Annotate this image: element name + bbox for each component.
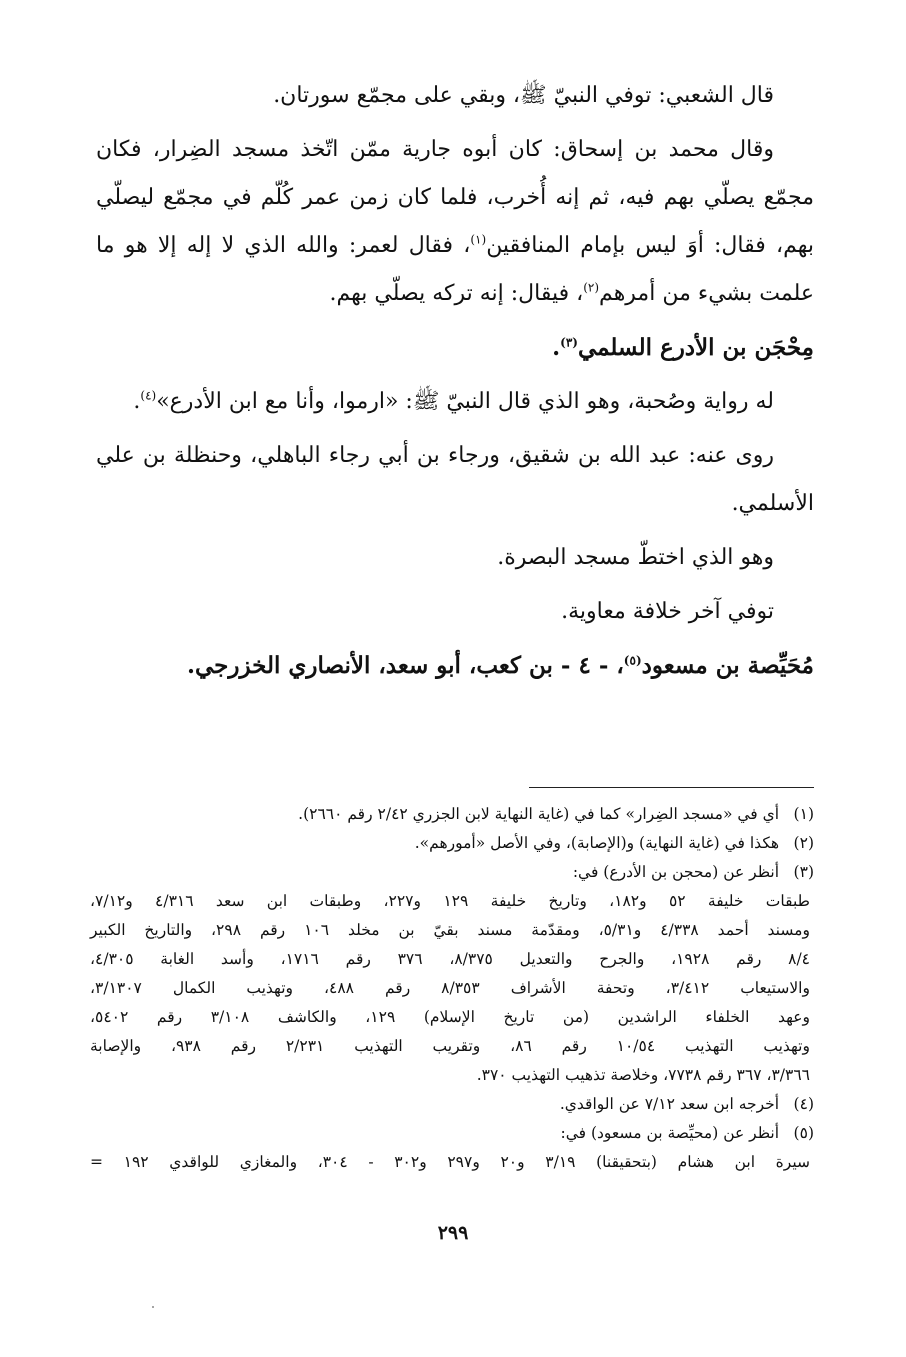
paragraph-riwaya: له رواية وصُحبة، وهو الذي قال النبيّ ﷺ: «ارموا، وأنا مع ابن الأدرع»$^{(٤)}$.	[133, 388, 774, 414]
footnote-ref-2[interactable]: (٢)	[583, 280, 600, 295]
footnote-4	[90, 1090, 814, 1119]
footnote-number: (٤)	[793, 1095, 814, 1113]
paper-speck	[152, 1306, 154, 1308]
main-text	[96, 72, 814, 696]
footnote-text: أنظر عن (محجن بن الأدرع) في:	[572, 863, 780, 881]
footnote-number: (١)	[793, 805, 814, 823]
footnote-text: أي في «مسجد الضِرار» كما في (غاية النهاية لابن الجزري ٢/٤٢ رقم ٢٦٦٠).	[298, 805, 780, 823]
footnote-3-line: طبقات خليفة ٥٢ و١٨٢، وتاريخ خليفة ١٢٩ و٢٢٧، وطبقات ابن سعد ٤/٣١٦ و٧/١٢،	[90, 892, 810, 910]
footnote-number: (٣)	[793, 863, 814, 881]
footnote-text: أخرجه ابن سعد ٧/١٢ عن الواقدي.	[559, 1095, 780, 1113]
paragraph-shaabi: قال الشعبي: توفي النبيّ ﷺ، وبقي على مجمّع سورتان.	[273, 83, 774, 108]
footnote-ref-4[interactable]: (٤)	[140, 388, 157, 403]
heading-muhayyisa: مُحَيِّصة بن مسعود$^{(٥)}$، - ٤ - بن كعب، أبو سعد، الأنصاري الخزرجي.	[186, 652, 814, 679]
footnote-3-line: ٨/٤ رقم ١٩٢٨، والجرح والتعديل ٨/٣٧٥، ٣٧٦ رقم ١٧١٦، وأسد الغابة ٤/٣٠٥،	[90, 950, 810, 968]
footnote-3-line: ومسند أحمد ٤/٣٣٨ و٥/٣١، ومقدّمة مسند بقيّ بن مخلد ١٠٦ رقم ٢٩٨، والتاريخ الكبير	[90, 921, 810, 939]
footnote-divider	[529, 787, 814, 788]
footnote-ref-3[interactable]: (٣)	[560, 335, 578, 350]
paragraph-ibn-ishaq: وقال محمد بن إسحاق: كان أبوه جارية ممّن اتّخذ مسجد الضِرار، فكان مجمّع يصلّي بهم فيه، ثم إنه أُخرب، فلما كان زمن عمر كُلّم في مجمّع ليصلّي بهم، فقال: أوَ ليس بإمام المنافقين$^{(١)}$، فقال لعمر: والله الذي لا إله إلا هو ما علمت بشيء من أمرهم$^{(٢)}$، فيقال: إنه تركه يصلّي بهم.	[96, 137, 814, 306]
heading-mihjan: مِحْجَن بن الأدرع السلمي$^{(٣)}$.	[552, 334, 814, 361]
footnote-text: هكذا في (غاية النهاية) و(الإصابة)، وفي الأصل «أمورهم».	[414, 834, 780, 852]
footnote-ref-5[interactable]: (٥)	[623, 653, 642, 668]
footnotes	[90, 800, 814, 1177]
footnote-3-line: والاستيعاب ٣/٤١٢، وتحفة الأشراف ٨/٣٥٣ رقم ٤٨٨، وتهذيب الكمال ٣/١٣٠٧،	[90, 979, 810, 997]
paragraph-narrators: روى عنه: عبد الله بن شقيق، ورجاء بن أبي رجاء الباهلي، وحنظلة بن علي الأسلمي.	[96, 443, 814, 516]
footnote-3-line: وتهذيب التهذيب ١٠/٥٤ رقم ٨٦، وتقريب التهذيب ٢/٢٣١ رقم ٩٣٨، والإصابة	[90, 1037, 810, 1055]
footnote-number: (٢)	[793, 834, 814, 852]
footnote-1	[90, 800, 814, 829]
footnote-ref-1[interactable]: (١)	[470, 232, 487, 247]
paragraph-basra: وهو الذي اختطّ مسجد البصرة.	[497, 545, 774, 570]
footnote-text: أنظر عن (محيِّصة بن مسعود) في:	[560, 1124, 780, 1142]
page-number: ٢٩٩	[437, 1222, 469, 1244]
footnote-3	[90, 858, 814, 887]
footnote-number: (٥)	[793, 1124, 814, 1142]
footnote-2	[90, 829, 814, 858]
footnote-3-line: وعهد الخلفاء الراشدين (من تاريخ الإسلام) ١٢٩، والكاشف ٣/١٠٨ رقم ٥٤٠٢،	[90, 1008, 811, 1026]
footnote-3-line: ٣/٣٦٦، ٣٦٧ رقم ٧٧٣٨، وخلاصة تذهيب التهذيب ٣٧٠.	[476, 1066, 810, 1084]
footnote-5	[90, 1119, 814, 1148]
paragraph-death: توفي آخر خلافة معاوية.	[561, 599, 774, 624]
footnote-5-line: سيرة ابن هشام (بتحقيقنا) ٣/١٩ و٢٠ و٢٩٧ و٣٠٢ - ٣٠٤، والمغازي للواقدي ١٩٢ =	[90, 1153, 810, 1171]
